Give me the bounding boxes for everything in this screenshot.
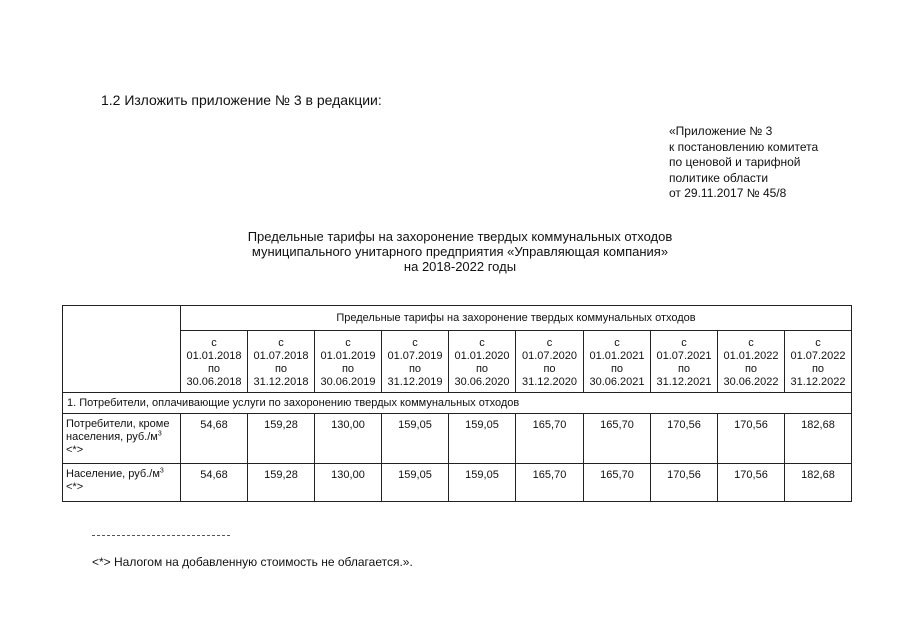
footnote-text: <*> Налогом на добавленную стоимость не облагается.». (92, 555, 413, 569)
period-cell: с 01.01.2021 по 30.06.2021 (584, 331, 651, 393)
title-line: муниципального унитарного предприятия «Управляющая компания» (251, 244, 669, 259)
document-title (140, 229, 780, 274)
period-cell: с 01.01.2020 по 30.06.2020 (449, 331, 516, 393)
period-header-row (63, 331, 852, 393)
table-cell: 182,68 (785, 464, 852, 502)
appendix-line: от 29.11.2017 № 45/8 (669, 186, 787, 200)
period-cell: с 01.07.2021 по 31.12.2021 (651, 331, 718, 393)
table-row (63, 414, 852, 464)
table-cell: 170,56 (718, 414, 785, 464)
table-cell: 165,70 (584, 464, 651, 502)
table-cell: 182,68 (785, 414, 852, 464)
period-cell: с 01.07.2022 по 31.12.2022 (785, 331, 852, 393)
table-cell: 159,05 (449, 464, 516, 502)
table-cell: 130,00 (315, 464, 382, 502)
appendix-line: «Приложение № 3 (669, 124, 773, 138)
intro-text: 1.2 Изложить приложение № 3 в редакции: (101, 92, 382, 108)
appendix-line: политике области (669, 170, 769, 185)
appendix-header (669, 124, 818, 202)
period-cell: с 01.01.2022 по 30.06.2022 (718, 331, 785, 393)
table-row (63, 464, 852, 502)
row-label: Потребители, кроме населения, $руб./м^3$ <*> (63, 414, 181, 464)
tariff-table (62, 305, 852, 502)
table-main-header: Предельные тарифы на захоронение твердых коммунальных отходов (181, 306, 852, 331)
table-cell: 165,70 (516, 464, 584, 502)
table-cell: 159,05 (382, 464, 449, 502)
period-cell: с 01.01.2018 по 30.06.2018 (181, 331, 248, 393)
table-cell: 159,28 (248, 414, 315, 464)
appendix-line: по ценовой и тарифной (669, 155, 801, 169)
table-cell: 170,56 (651, 464, 718, 502)
table-cell: 159,28 (248, 464, 315, 502)
table-cell: 170,56 (718, 464, 785, 502)
period-cell: с 01.07.2019 по 31.12.2019 (382, 331, 449, 393)
footnote-divider (92, 535, 230, 536)
period-cell: с 01.01.2019 по 30.06.2019 (315, 331, 382, 393)
table-cell: 159,05 (382, 414, 449, 464)
appendix-line: к постановлению комитета (669, 139, 819, 154)
title-line: Предельные тарифы на захоронение твердых коммунальных отходов (247, 229, 673, 244)
period-cell: с 01.07.2020 по 31.12.2020 (516, 331, 584, 393)
table-cell: 54,68 (181, 464, 248, 502)
table-cell: 130,00 (315, 414, 382, 464)
period-cell: с 01.07.2018 по 31.12.2018 (248, 331, 315, 393)
table-cell: 170,56 (651, 414, 718, 464)
table-cell: 54,68 (181, 414, 248, 464)
table-corner-cell (63, 306, 181, 393)
table-cell: 165,70 (516, 414, 584, 464)
section-title-row: 1. Потребители, оплачивающие услуги по захоронению твердых коммунальных отходов (63, 393, 852, 414)
table-cell: 165,70 (584, 414, 651, 464)
row-label: Население, $руб./м^3$ <*> (63, 464, 181, 502)
title-line: на 2018-2022 годы (403, 259, 517, 274)
table-cell: 159,05 (449, 414, 516, 464)
